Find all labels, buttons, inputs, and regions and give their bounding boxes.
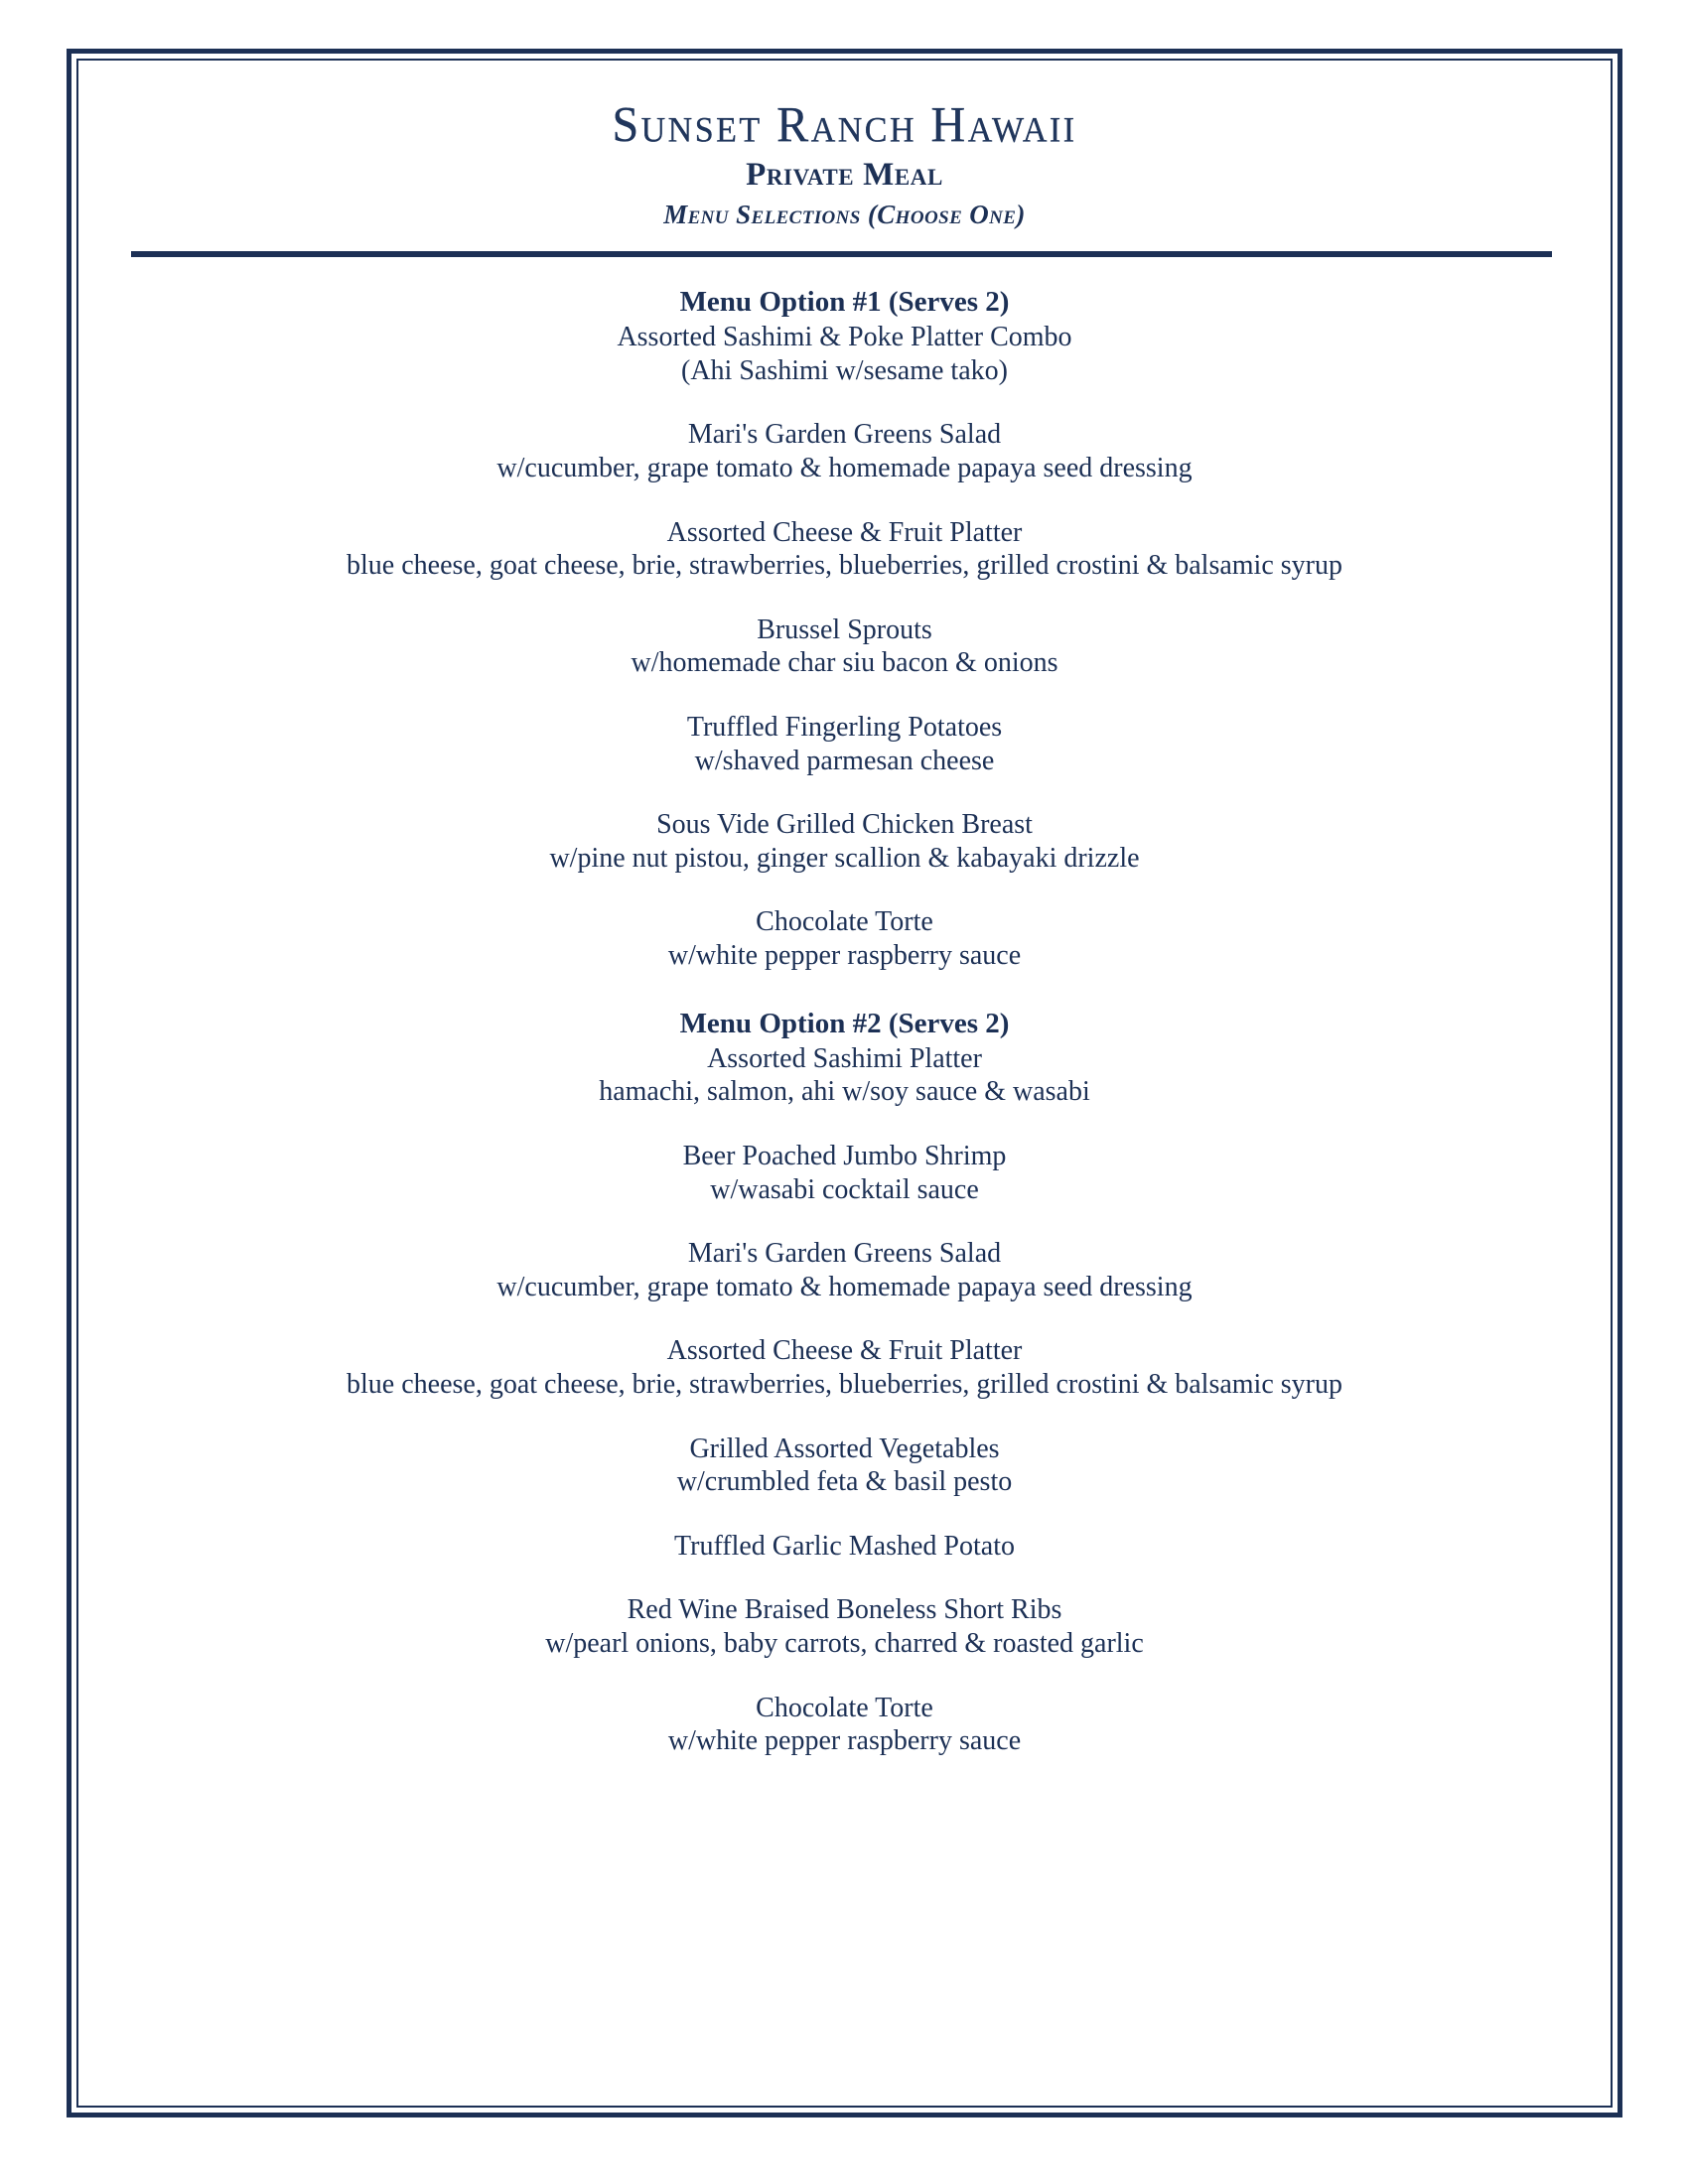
menu-option-block	[85, 1007, 1604, 1758]
menu-course-item	[85, 1237, 1604, 1303]
menu-option-heading: Menu Option #1 (Serves 2)	[679, 286, 1010, 319]
course-name: Assorted Sashimi Platter	[707, 1042, 982, 1074]
menu-course-item	[85, 1140, 1604, 1206]
course-detail: w/cucumber, grape tomato & homemade papaya seed dressing	[496, 1271, 1193, 1302]
menu-course-item	[85, 1530, 1604, 1564]
course-name: Truffled Fingerling Potatoes	[686, 712, 1003, 744]
course-detail: hamachi, salmon, ahi w/soy sauce & wasabi	[599, 1076, 1090, 1108]
course-name: Mari's Garden Greens Salad	[687, 419, 1002, 451]
course-detail: w/white pepper raspberry sauce	[667, 1725, 1022, 1757]
course-detail: (Ahi Sashimi w/sesame tako)	[681, 354, 1008, 386]
course-detail: w/pine nut pistou, ginger scallion & kabayaki drizzle	[549, 842, 1140, 874]
course-name: Grilled Assorted Vegetables	[689, 1433, 1000, 1464]
menu-course-item	[85, 711, 1604, 777]
course-name: Chocolate Torte	[756, 906, 933, 938]
menu-option-heading: Menu Option #2 (Serves 2)	[679, 1007, 1010, 1039]
course-detail: blue cheese, goat cheese, brie, strawberries, blueberries, grilled crostini & balsamic syrup	[347, 1368, 1342, 1400]
page-subtitle: Private Meal	[746, 156, 943, 193]
course-detail: blue cheese, goat cheese, brie, strawberries, blueberries, grilled crostini & balsamic syrup	[347, 550, 1342, 582]
course-detail: w/cucumber, grape tomato & homemade papaya seed dressing	[496, 453, 1193, 484]
course-detail: w/homemade char siu bacon & onions	[631, 647, 1058, 679]
course-detail: w/wasabi cocktail sauce	[710, 1173, 979, 1205]
menu-course-item	[85, 516, 1604, 583]
menu-course-item	[85, 1334, 1604, 1401]
page-title: Sunset Ranch Hawaii	[612, 96, 1077, 154]
course-name: Beer Poached Jumbo Shrimp	[682, 1141, 1007, 1171]
menu-course-item	[85, 1593, 1604, 1660]
menu-option-block	[85, 285, 1604, 973]
course-name: Sous Vide Grilled Chicken Breast	[656, 809, 1033, 841]
course-name: Truffled Garlic Mashed Potato	[674, 1530, 1015, 1562]
page-content	[85, 68, 1604, 2099]
course-detail: w/shaved parmesan cheese	[694, 745, 995, 776]
menu-options-list	[85, 285, 1604, 1758]
menu-course-item	[85, 1042, 1604, 1109]
menu-course-item	[85, 905, 1604, 972]
header-divider	[131, 251, 1552, 257]
menu-course-item	[85, 321, 1604, 387]
course-name: Assorted Cheese & Fruit Platter	[666, 516, 1023, 548]
menu-course-item	[85, 418, 1604, 484]
course-name: Brussel Sprouts	[757, 614, 932, 645]
course-detail: w/crumbled feta & basil pesto	[676, 1466, 1013, 1498]
menu-course-item	[85, 1433, 1604, 1499]
course-name: Red Wine Braised Boneless Short Ribs	[627, 1594, 1062, 1626]
menu-course-item	[85, 614, 1604, 680]
course-detail: w/white pepper raspberry sauce	[667, 940, 1022, 971]
menu-course-item	[85, 808, 1604, 875]
course-name: Mari's Garden Greens Salad	[687, 1238, 1002, 1270]
masthead	[85, 68, 1604, 229]
menu-course-item	[85, 1692, 1604, 1758]
course-name: Chocolate Torte	[756, 1692, 933, 1723]
course-name: Assorted Sashimi & Poke Platter Combo	[617, 322, 1072, 353]
page-tagline: Menu Selections (Choose One)	[663, 199, 1026, 229]
course-detail: w/pearl onions, baby carrots, charred & roasted garlic	[545, 1627, 1144, 1659]
course-name: Assorted Cheese & Fruit Platter	[666, 1335, 1023, 1367]
